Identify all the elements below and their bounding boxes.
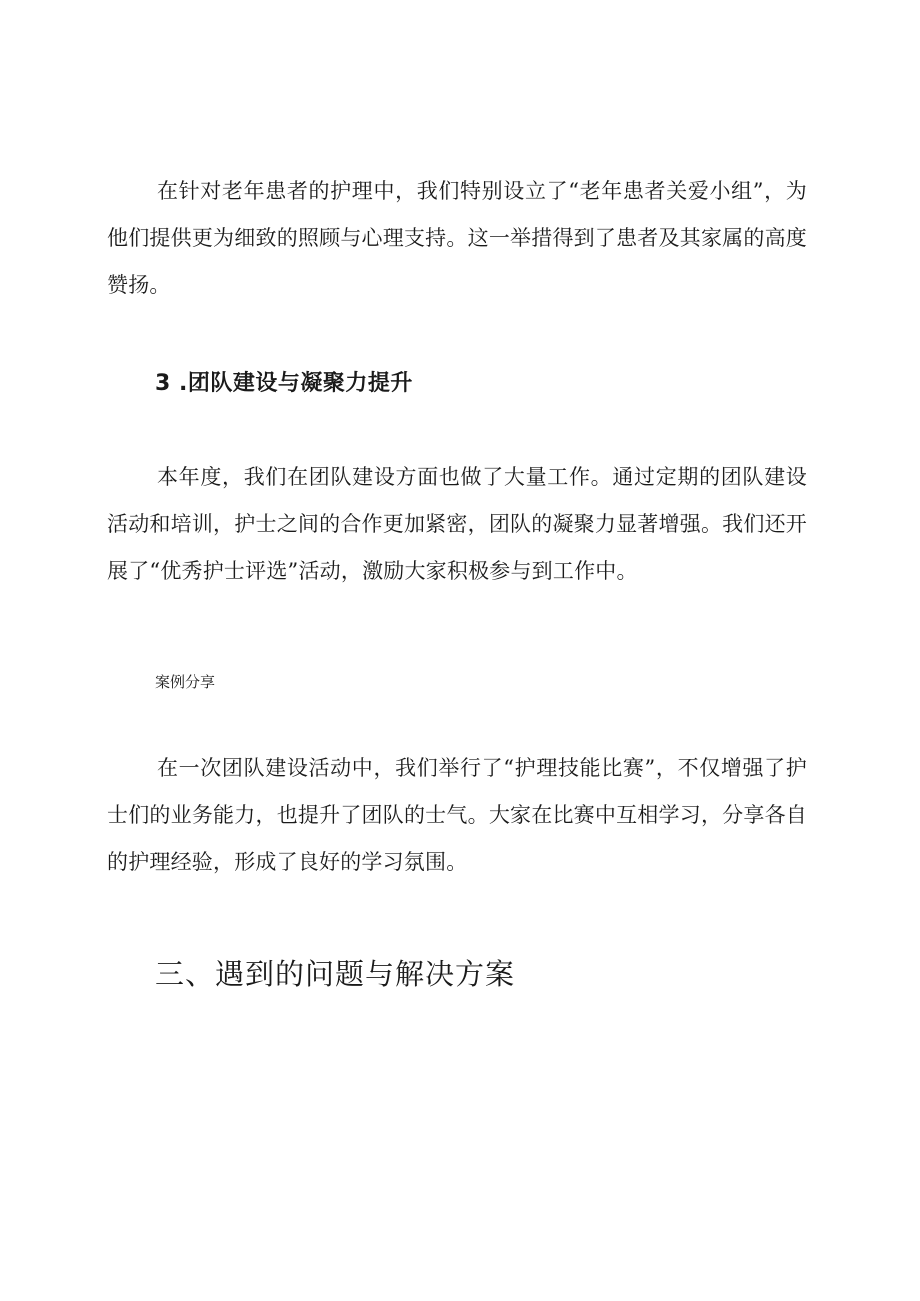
section-heading-team-building	[155, 364, 413, 404]
paragraph-elderly-care: 在针对老年患者的护理中，我们特别设立了“老年患者关爱小组”，为他们提供更为细致的照顾与心理支持。这一举措得到了患者及其家属的高度赞扬。	[107, 179, 807, 297]
paragraph-team-building: 本年度，我们在团队建设方面也做了大量工作。通过定期的团队建设活动和培训，护士之间的合作更加紧密，团队的凝聚力显著增强。我们还开展了“优秀护士评选”活动，激励大家积极参与到工作中。	[107, 465, 807, 583]
section-number: 3	[155, 371, 171, 396]
case-share-label: 案例分享	[155, 673, 216, 691]
paragraph-skill-competition: 在一次团队建设活动中，我们举行了“护理技能比赛”，不仅增强了护士们的业务能力，也提升了团队的士气。大家在比赛中互相学习，分享各自的护理经验，形成了良好的学习氛围。	[107, 756, 807, 874]
main-heading-problems-solutions: 三、遇到的问题与解决方案	[155, 957, 516, 991]
section-title: .团队建设与凝聚力提升	[179, 371, 413, 396]
